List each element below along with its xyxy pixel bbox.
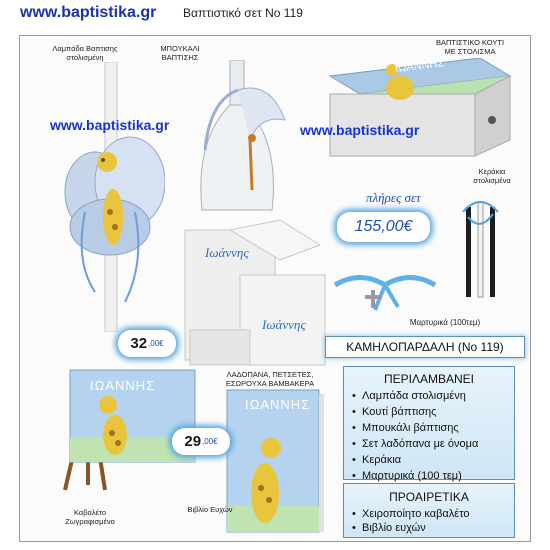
easel-price-cents: ,00€ bbox=[148, 339, 164, 348]
optional-panel bbox=[343, 483, 515, 538]
book-price-cents: ,00€ bbox=[202, 437, 218, 446]
towel-name-2: Ιωάννης bbox=[262, 317, 306, 332]
book-price bbox=[172, 428, 230, 455]
easel-price bbox=[118, 330, 176, 357]
list-item: • Μπουκάλι βάπτισης bbox=[350, 420, 514, 436]
box-name-text: ΙΩΑΝΝΗΣ bbox=[394, 57, 445, 75]
list-item: • Λαμπάδα στολισμένη bbox=[350, 388, 514, 404]
book-label: Βιβλίο Ευχών bbox=[187, 505, 233, 514]
includes-panel bbox=[343, 366, 515, 480]
optional-title: ΠΡΟΑΙΡΕΤΙΚΑ bbox=[389, 490, 469, 504]
small-candles-image bbox=[458, 192, 503, 302]
optional-list bbox=[344, 507, 514, 535]
set-title-banner bbox=[325, 336, 525, 358]
page-title: Βαπτιστικό σετ Νο 119 bbox=[183, 6, 303, 20]
towels-label: ΛΑΔΟΠΑΝΑ, ΠΕΤΣΕΤΕΣ, ΕΣΩΡΟΥΧΑ ΒΑΜΒΑΚΕΡΑ bbox=[225, 370, 315, 388]
includes-list bbox=[344, 388, 514, 484]
baptism-box-image bbox=[320, 58, 520, 163]
list-item: • Σετ λαδόπανα με όνομα bbox=[350, 436, 514, 452]
small-candles-label: Κεράκια στολισμένα bbox=[473, 167, 511, 185]
easel-price-value: 32 bbox=[130, 335, 148, 352]
book-name-text: ΙΩΑΝΝΗΣ bbox=[245, 397, 311, 412]
easel-label: Καβαλέτο Ζωγραφισμένο bbox=[65, 508, 115, 526]
towel-name-1: Ιωάννης bbox=[205, 245, 249, 260]
candle-label: Λαμπάδα Βαπτισης στολισμένη bbox=[52, 44, 118, 62]
list-item: • Κουτί βάπτισης bbox=[350, 404, 514, 420]
full-set-price bbox=[337, 212, 430, 242]
watermark-right: www.baptistika.gr bbox=[300, 122, 420, 138]
book-price-value: 29 bbox=[184, 433, 202, 450]
includes-title: ΠΕΡΙΛΑΜΒΑΝΕΙ bbox=[383, 372, 475, 386]
easel-name-text: ΙΩΑΝΝΗΣ bbox=[90, 378, 156, 393]
bottle-label: ΜΠΟΥΚΑΛΙ ΒΑΠΤΙΣΗΣ bbox=[160, 44, 200, 62]
towels-image bbox=[170, 220, 330, 370]
list-item: • Βιβλίο ευχών bbox=[350, 521, 514, 535]
site-logo[interactable]: www.baptistika.gr bbox=[20, 4, 157, 21]
full-set-price-value: 155,00€ bbox=[354, 218, 413, 235]
baptism-bottle-image bbox=[190, 60, 290, 220]
watermark-left: www.baptistika.gr bbox=[50, 117, 170, 133]
decorated-candle-image bbox=[55, 62, 165, 332]
set-title: ΚΑΜΗΛΟΠΑΡΔΑΛΗ (Νο 119) bbox=[346, 340, 504, 354]
favors-image bbox=[330, 265, 440, 320]
box-label: ΒΑΠΤΙΣΤΙΚΟ ΚΟΥΤΙ ΜΕ ΣΤΟΛΙΣΜΑ bbox=[435, 38, 505, 56]
favors-label: Μαρτυρικά (100τεμ) bbox=[409, 318, 481, 327]
list-item: • Μαρτυρικά (100 τεμ) bbox=[350, 468, 514, 484]
full-set-label: πλήρες σετ bbox=[366, 190, 421, 205]
list-item: • Χειροποίητο καβαλέτο bbox=[350, 507, 514, 521]
list-item: • Κεράκια bbox=[350, 452, 514, 468]
